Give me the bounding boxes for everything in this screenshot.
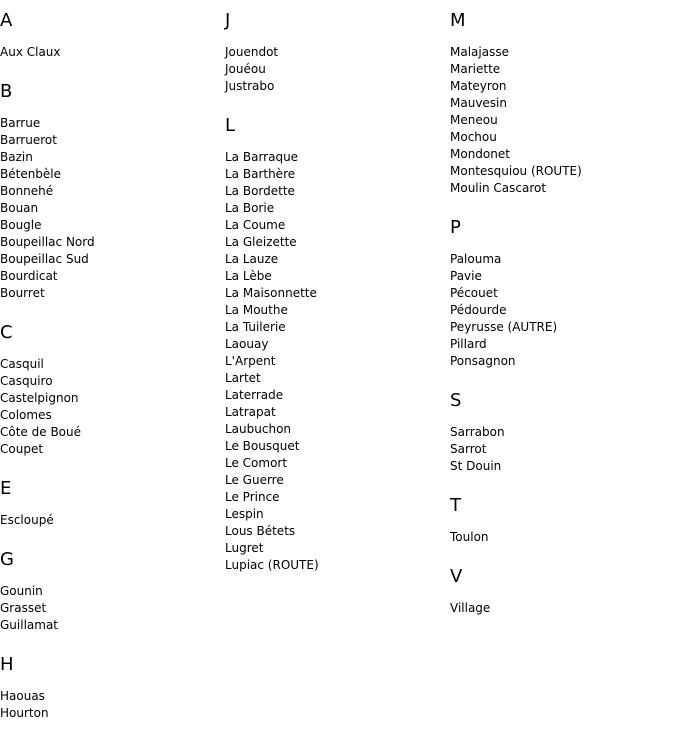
- place-list: [0, 512, 225, 529]
- place-link[interactable]: La Bordette: [225, 184, 295, 198]
- place-link[interactable]: Peyrusse (AUTRE): [450, 320, 558, 334]
- letter-heading: H: [0, 654, 14, 675]
- place-link[interactable]: Bonnehé: [0, 184, 54, 198]
- place-list-item: [225, 353, 450, 370]
- place-list-item: [225, 268, 450, 285]
- place-list-item: [450, 424, 675, 441]
- place-link[interactable]: Colomes: [0, 408, 52, 422]
- letter-group: [450, 390, 675, 475]
- place-link[interactable]: Mauvesin: [450, 96, 507, 110]
- place-link[interactable]: Casquil: [0, 357, 44, 371]
- place-link[interactable]: Le Prince: [225, 490, 280, 504]
- letter-heading: J: [225, 10, 231, 31]
- place-list-item: [0, 183, 225, 200]
- place-list-item: [225, 421, 450, 438]
- place-list-item: [450, 441, 675, 458]
- place-list-item: [450, 163, 675, 180]
- place-list-item: [225, 489, 450, 506]
- place-link[interactable]: Meneou: [450, 113, 498, 127]
- place-link[interactable]: Guillamat: [0, 618, 59, 632]
- letter-heading: V: [450, 566, 463, 587]
- place-link[interactable]: Haouas: [0, 689, 45, 703]
- place-link[interactable]: Mariette: [450, 62, 501, 76]
- letter-group: [0, 478, 225, 529]
- place-list-item: [450, 146, 675, 163]
- place-link[interactable]: Escloupé: [0, 513, 54, 527]
- place-list-item: [225, 234, 450, 251]
- letter-heading: E: [0, 478, 12, 499]
- place-list: [0, 44, 225, 61]
- letter-group: [0, 654, 225, 722]
- place-list: [450, 529, 675, 546]
- place-link[interactable]: Pillard: [450, 337, 487, 351]
- place-link[interactable]: Laubuchon: [225, 422, 292, 436]
- place-link[interactable]: Justrabo: [225, 79, 275, 93]
- place-list-item: [225, 523, 450, 540]
- place-link[interactable]: St Douin: [450, 459, 502, 473]
- place-list-item: [225, 61, 450, 78]
- place-link[interactable]: La Mouthe: [225, 303, 288, 317]
- place-link[interactable]: Village: [450, 601, 491, 615]
- index-column-3: [450, 10, 675, 637]
- place-link[interactable]: Lespin: [225, 507, 264, 521]
- letter-heading: S: [450, 390, 462, 411]
- place-link[interactable]: Castelpignon: [0, 391, 79, 405]
- place-list: [0, 115, 225, 302]
- place-link[interactable]: Bougle: [0, 218, 42, 232]
- place-list-item: [0, 688, 225, 705]
- place-list-item: [225, 319, 450, 336]
- place-list-item: [450, 112, 675, 129]
- place-list: [450, 600, 675, 617]
- place-link[interactable]: Ponsagnon: [450, 354, 516, 368]
- place-link[interactable]: Lupiac (ROUTE): [225, 558, 319, 572]
- place-list-item: [225, 251, 450, 268]
- place-link[interactable]: Toulon: [450, 530, 489, 544]
- place-link[interactable]: Bourret: [0, 286, 45, 300]
- letter-group: [0, 549, 225, 634]
- place-link[interactable]: Gounin: [0, 584, 43, 598]
- place-list-item: [225, 302, 450, 319]
- place-list-item: [0, 166, 225, 183]
- letter-heading: L: [225, 115, 236, 136]
- place-list-item: [225, 438, 450, 455]
- place-list-item: [0, 705, 225, 722]
- place-link[interactable]: Bouan: [0, 201, 39, 215]
- place-link[interactable]: La Coume: [225, 218, 286, 232]
- place-list-item: [225, 540, 450, 557]
- place-list-item: [450, 180, 675, 197]
- place-link[interactable]: Jouendot: [225, 45, 279, 59]
- letter-heading: C: [0, 322, 13, 343]
- place-link[interactable]: La Tuilerie: [225, 320, 286, 334]
- place-link[interactable]: Mondonet: [450, 147, 510, 161]
- letter-group: [225, 10, 450, 95]
- place-list-item: [450, 95, 675, 112]
- place-list-item: [225, 336, 450, 353]
- letter-heading: M: [450, 10, 466, 31]
- place-link[interactable]: Montesquiou (ROUTE): [450, 164, 582, 178]
- place-link[interactable]: Latrapat: [225, 405, 276, 419]
- place-link[interactable]: Jouéou: [225, 62, 266, 76]
- place-list-item: [225, 472, 450, 489]
- place-link[interactable]: Bourdicat: [0, 269, 58, 283]
- place-list-item: [225, 557, 450, 574]
- place-link[interactable]: Coupet: [0, 442, 44, 456]
- index-column-1: [0, 10, 225, 742]
- place-link[interactable]: Sarrot: [450, 442, 487, 456]
- place-link[interactable]: Mochou: [450, 130, 497, 144]
- place-list-item: [225, 200, 450, 217]
- place-list-item: [450, 600, 675, 617]
- place-list-item: [450, 336, 675, 353]
- place-list-item: [225, 404, 450, 421]
- place-link[interactable]: Lous Bétets: [225, 524, 296, 538]
- place-link[interactable]: La Barthère: [225, 167, 296, 181]
- place-list-item: [0, 617, 225, 634]
- place-list-item: [450, 353, 675, 370]
- place-link[interactable]: Boupeillac Sud: [0, 252, 89, 266]
- place-link[interactable]: La Lauze: [225, 252, 279, 266]
- place-list-item: [450, 78, 675, 95]
- place-list-item: [0, 268, 225, 285]
- place-link[interactable]: Laterrade: [225, 388, 284, 402]
- place-list-item: [0, 407, 225, 424]
- place-list-item: [225, 183, 450, 200]
- place-link[interactable]: L'Arpent: [225, 354, 276, 368]
- place-link[interactable]: Boupeillac Nord: [0, 235, 95, 249]
- place-list-item: [225, 44, 450, 61]
- place-list-item: [0, 115, 225, 132]
- place-link[interactable]: Mateyron: [450, 79, 507, 93]
- letter-heading: P: [450, 217, 461, 238]
- place-list-item: [225, 506, 450, 523]
- place-link[interactable]: Le Guerre: [225, 473, 284, 487]
- letter-group: [450, 10, 675, 197]
- place-list-item: [0, 390, 225, 407]
- place-link[interactable]: Palouma: [450, 252, 502, 266]
- place-list-item: [0, 600, 225, 617]
- place-list: [0, 688, 225, 722]
- place-list-item: [450, 44, 675, 61]
- place-link[interactable]: Pécouet: [450, 286, 498, 300]
- letter-group: [0, 322, 225, 458]
- place-link[interactable]: Laouay: [225, 337, 269, 351]
- place-list-item: [225, 285, 450, 302]
- place-list-item: [450, 302, 675, 319]
- place-link[interactable]: Bétenbèle: [0, 167, 62, 181]
- place-list-item: [225, 370, 450, 387]
- place-list-item: [0, 583, 225, 600]
- place-list: [0, 356, 225, 458]
- place-link[interactable]: Casquiro: [0, 374, 53, 388]
- place-list-item: [450, 285, 675, 302]
- place-link[interactable]: Bazin: [0, 150, 33, 164]
- place-link[interactable]: Hourton: [0, 706, 49, 720]
- place-link[interactable]: La Gleizette: [225, 235, 297, 249]
- place-list-item: [0, 441, 225, 458]
- place-list-item: [0, 285, 225, 302]
- place-list-item: [0, 200, 225, 217]
- place-list: [225, 44, 450, 95]
- place-list-item: [0, 44, 225, 61]
- place-list-item: [0, 373, 225, 390]
- place-list: [450, 424, 675, 475]
- place-list-item: [0, 251, 225, 268]
- place-list: [450, 44, 675, 197]
- letter-group: [0, 10, 225, 61]
- place-list-item: [0, 424, 225, 441]
- place-link[interactable]: Côte de Boué: [0, 425, 81, 439]
- letter-group: [0, 81, 225, 302]
- place-list-item: [225, 387, 450, 404]
- place-link[interactable]: La Maisonnette: [225, 286, 317, 300]
- place-link[interactable]: Pavie: [450, 269, 482, 283]
- letter-heading: A: [0, 10, 13, 31]
- place-link[interactable]: Pédourde: [450, 303, 507, 317]
- place-list-item: [450, 251, 675, 268]
- place-link[interactable]: Le Comort: [225, 456, 288, 470]
- index-column-2: [225, 10, 450, 594]
- place-list: [0, 583, 225, 634]
- place-list-item: [450, 129, 675, 146]
- place-link[interactable]: Lartet: [225, 371, 261, 385]
- letter-group: [450, 566, 675, 617]
- place-list-item: [225, 149, 450, 166]
- place-list-item: [0, 149, 225, 166]
- letter-heading: G: [0, 549, 14, 570]
- letter-heading: B: [0, 81, 13, 102]
- place-link[interactable]: Moulin Cascarot: [450, 181, 547, 195]
- place-list-item: [450, 61, 675, 78]
- letter-group: [450, 217, 675, 370]
- place-link[interactable]: Le Bousquet: [225, 439, 300, 453]
- place-list-item: [450, 529, 675, 546]
- place-list: [450, 251, 675, 370]
- place-link[interactable]: Lugret: [225, 541, 264, 555]
- place-list-item: [225, 78, 450, 95]
- place-list-item: [0, 512, 225, 529]
- place-link[interactable]: La Barraque: [225, 150, 299, 164]
- place-list-item: [450, 319, 675, 336]
- place-link[interactable]: Sarrabon: [450, 425, 505, 439]
- place-list-item: [0, 132, 225, 149]
- place-list-item: [0, 217, 225, 234]
- letter-group: [450, 495, 675, 546]
- place-link[interactable]: Barrue: [0, 116, 41, 130]
- place-link[interactable]: La Lèbe: [225, 269, 272, 283]
- letter-heading: T: [450, 495, 461, 516]
- place-list-item: [450, 458, 675, 475]
- place-list-item: [450, 268, 675, 285]
- place-list-item: [225, 166, 450, 183]
- place-list-item: [0, 234, 225, 251]
- place-link[interactable]: Grasset: [0, 601, 47, 615]
- place-link[interactable]: Barruerot: [0, 133, 57, 147]
- place-list-item: [225, 217, 450, 234]
- place-list-item: [0, 356, 225, 373]
- place-link[interactable]: La Borie: [225, 201, 275, 215]
- place-link[interactable]: Malajasse: [450, 45, 509, 59]
- place-list-item: [225, 455, 450, 472]
- place-link[interactable]: Aux Claux: [0, 45, 61, 59]
- place-list: [225, 149, 450, 574]
- letter-group: [225, 115, 450, 574]
